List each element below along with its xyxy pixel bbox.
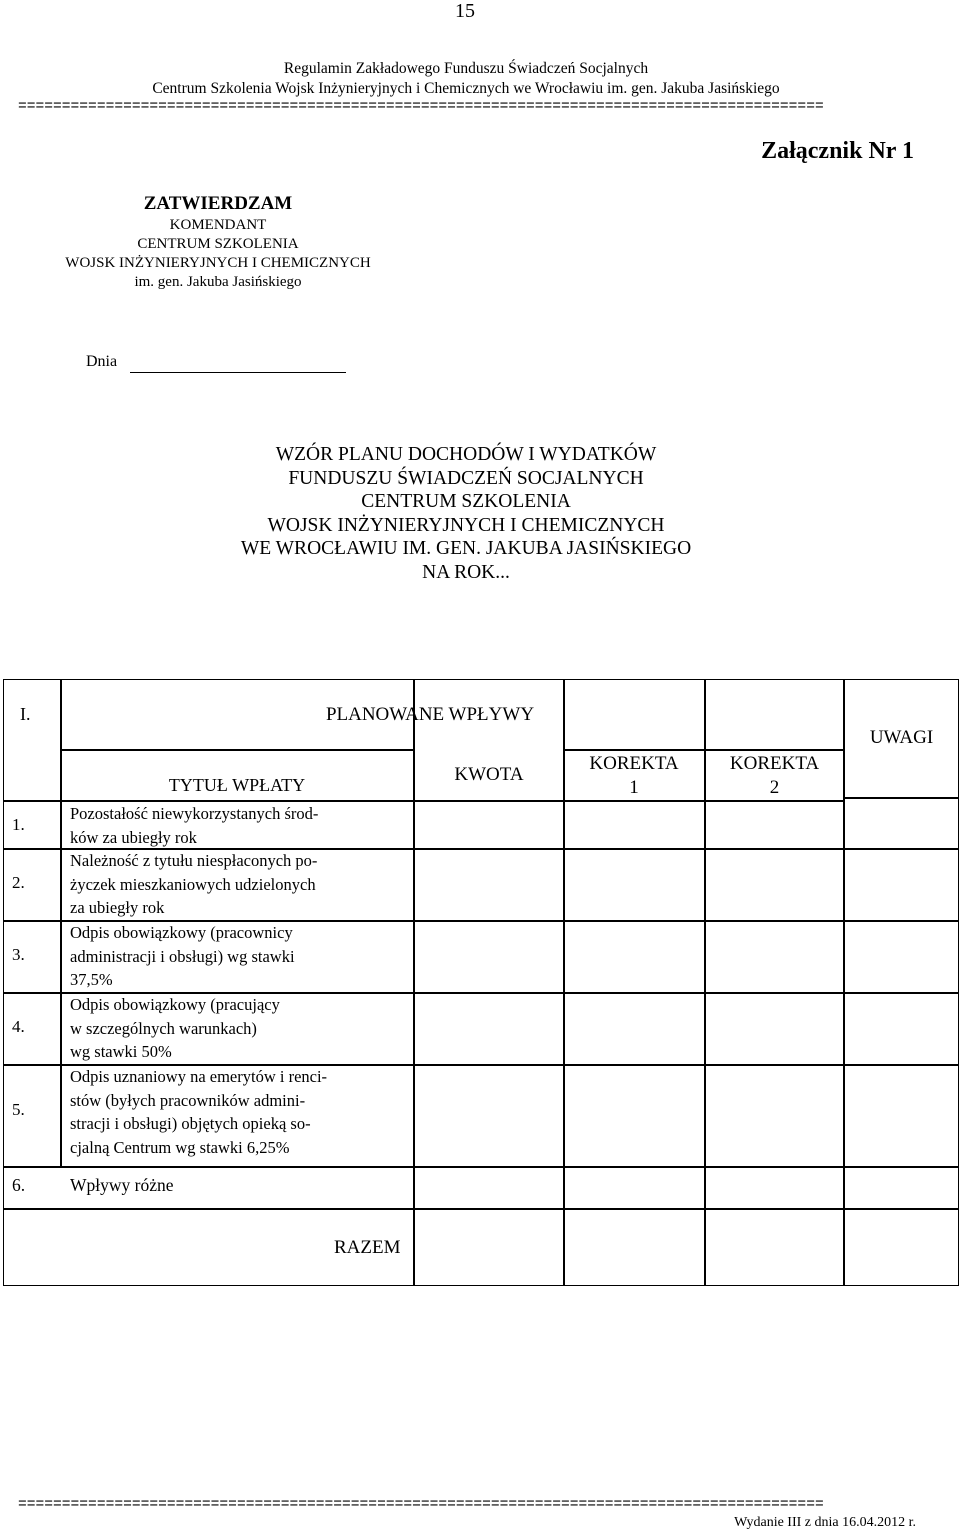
attachment-label: Załącznik Nr 1 [761, 138, 914, 164]
header-line-1: Regulamin Zakładowego Funduszu Świadczeń Socjalnych [283, 60, 649, 77]
approval-title: ZATWIERDZAM [143, 193, 293, 214]
title-line: WE WROCŁAWIU IM. GEN. JAKUBA JASIŃSKIEGO [240, 538, 692, 559]
title-line: NA ROK... [422, 561, 510, 583]
total-label: RAZEM [334, 1237, 401, 1258]
section-title: PLANOWANE WPŁYWY [325, 704, 535, 725]
row-title: Odpis uznaniowy na emerytów i renci- stów (byłych pracowników admini- stracji i obsługi) objętych opieką so- cjalną Centrum wg stawki 6,25% [70, 1067, 328, 1157]
section-number: I. [20, 704, 31, 724]
row-title: Pozostałość niewykorzystanych środ- ków za ubiegły rok [70, 804, 319, 847]
row-number: 2. [12, 873, 25, 892]
row-number: 4. [12, 1017, 25, 1036]
header-separator: ============================================================================================ [18, 99, 824, 115]
title-line: CENTRUM SZKOLENIA [361, 491, 571, 512]
col-divider [60, 679, 62, 1168]
row-number: 3. [12, 945, 25, 964]
col-header-title: TYTUŁ WPŁATY [168, 775, 306, 795]
page-number: 15 [455, 0, 475, 22]
edition-info: Wydanie III z dnia 16.04.2012 r. [734, 1515, 916, 1530]
col-header-korekta-1: KOREKTA 1 [589, 753, 679, 798]
row-title: Należność z tytułu niespłaconych po- życzek mieszkaniowych udzielonych za ubiegły rok [70, 851, 318, 917]
row-number: 5. [12, 1100, 25, 1119]
approval-line: WOJSK INŻYNIERYJNYCH I CHEMICZNYCH [65, 255, 371, 271]
document-title [0, 443, 932, 584]
title-line: WZÓR PLANU DOCHODÓW I WYDATKÓW [275, 444, 657, 465]
approval-line: CENTRUM SZKOLENIA [137, 236, 299, 252]
date-field-line [130, 372, 346, 373]
col-header-kwota: KWOTA [454, 764, 524, 785]
footer-separator: ============================================================================================ [18, 1497, 824, 1513]
approval-block [18, 192, 418, 292]
date-label: Dnia [86, 353, 118, 370]
header-line-2: Centrum Szkolenia Wojsk Inżynieryjnych i Chemicznych we Wrocławiu im. gen. Jakuba Jasińskiego [152, 80, 780, 97]
row-title: Wpływy różne [70, 1175, 174, 1195]
col-header-uwagi: UWAGI [869, 727, 934, 748]
approval-line: KOMENDANT [169, 217, 267, 233]
row-number: 1. [12, 815, 25, 834]
col-header-korekta-2: KOREKTA 2 [729, 753, 820, 798]
title-line: FUNDUSZU ŚWIADCZEŃ SOCJALNYCH [288, 467, 644, 489]
approval-line: im. gen. Jakuba Jasińskiego [134, 274, 302, 290]
row-title: Odpis obowiązkowy (pracujący w szczególnych warunkach) wg stawki 50% [70, 995, 280, 1061]
row-title: Odpis obowiązkowy (pracownicy administracji i obsługi) wg stawki 37,5% [70, 923, 295, 989]
row-number: 6. [12, 1175, 26, 1195]
title-line: WOJSK INŻYNIERYJNYCH I CHEMICZNYCH [267, 514, 665, 536]
